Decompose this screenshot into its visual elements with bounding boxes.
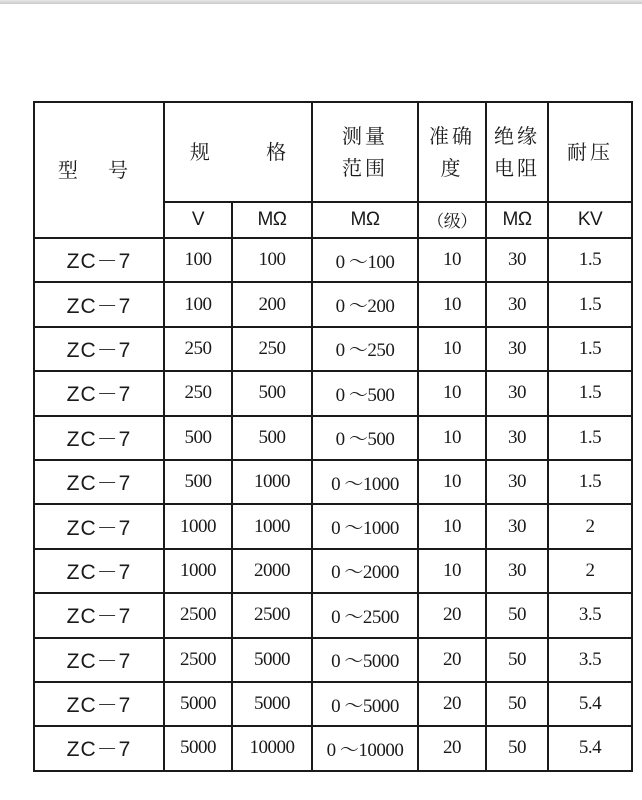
cell-resistance: [232, 682, 312, 726]
cell-insulation-value: 30: [508, 382, 527, 404]
unit-range: [312, 202, 418, 238]
cell-withstand: [548, 327, 632, 371]
cell-range-value: 0 ～100: [335, 251, 395, 273]
header-range-line1: 测量: [342, 124, 389, 148]
header-insulation: [486, 102, 548, 202]
cell-insulation: [486, 416, 548, 460]
cell-resistance: [232, 549, 312, 593]
cell-accuracy-value: 20: [443, 648, 462, 670]
cell-voltage: [164, 638, 232, 682]
cell-accuracy: [418, 416, 486, 460]
cell-resistance: [232, 638, 312, 682]
cell-resistance: [232, 460, 312, 504]
table-row: [34, 238, 632, 282]
header-insulation-line1: 绝缘: [494, 124, 541, 148]
header-withstand: [548, 102, 632, 202]
cell-voltage: [164, 371, 232, 415]
cell-range: [312, 593, 418, 637]
cell-voltage: [164, 726, 232, 770]
table-row: [34, 327, 632, 371]
cell-insulation-value: 30: [508, 249, 527, 271]
cell-withstand: [548, 460, 632, 504]
cell-accuracy: [418, 282, 486, 326]
cell-range: [312, 238, 418, 282]
table-row: [34, 593, 632, 637]
cell-insulation-value: 50: [508, 737, 527, 759]
cell-accuracy-value: 20: [443, 604, 462, 626]
cell-voltage-value: 500: [184, 426, 212, 448]
cell-range-value: 0 ～10000: [326, 739, 404, 761]
cell-withstand-value: 3.5: [578, 604, 602, 626]
cell-model-value: ZC－7: [66, 516, 132, 540]
cell-range-value: 0 ～1000: [331, 518, 399, 540]
header-spec-label: 规 格: [189, 140, 287, 164]
cell-withstand-value: 1.5: [578, 382, 602, 404]
cell-resistance-value: 5000: [254, 648, 290, 670]
cell-model-value: ZC－7: [66, 250, 132, 274]
cell-withstand: [548, 238, 632, 282]
unit-insulation-label: MΩ: [502, 209, 532, 230]
cell-voltage: [164, 682, 232, 726]
cell-withstand: [548, 593, 632, 637]
cell-voltage-value: 100: [184, 249, 212, 271]
cell-voltage: [164, 282, 232, 326]
cell-accuracy: [418, 682, 486, 726]
cell-range: [312, 327, 418, 371]
cell-resistance: [232, 371, 312, 415]
cell-withstand-value: 3.5: [578, 648, 602, 670]
cell-range: [312, 682, 418, 726]
cell-insulation-value: 50: [508, 693, 527, 715]
cell-range-value: 0 ～500: [335, 429, 395, 451]
cell-range-value: 0 ～200: [335, 296, 395, 318]
cell-insulation-value: 30: [508, 471, 527, 493]
cell-withstand-value: 1.5: [578, 293, 602, 315]
cell-voltage-value: 250: [184, 382, 212, 404]
cell-voltage-value: 1000: [180, 515, 216, 537]
cell-withstand-value: 5.4: [578, 693, 602, 715]
cell-model-value: ZC－7: [66, 383, 132, 407]
cell-insulation: [486, 549, 548, 593]
cell-insulation: [486, 726, 548, 770]
cell-voltage: [164, 327, 232, 371]
cell-range: [312, 504, 418, 548]
cell-voltage: [164, 416, 232, 460]
cell-range-value: 0 ～250: [335, 340, 395, 362]
cell-withstand-value: 1.5: [578, 426, 602, 448]
cell-insulation-value: 30: [508, 293, 527, 315]
cell-range: [312, 282, 418, 326]
header-accuracy: [418, 102, 486, 202]
cell-model-value: ZC－7: [66, 560, 132, 584]
cell-voltage: [164, 504, 232, 548]
cell-model-value: ZC－7: [66, 472, 132, 496]
cell-resistance: [232, 504, 312, 548]
cell-accuracy-value: 10: [443, 249, 462, 271]
cell-withstand-value: 1.5: [578, 471, 602, 493]
cell-withstand-value: 1.5: [578, 337, 602, 359]
cell-accuracy: [418, 460, 486, 504]
cell-insulation-value: 30: [508, 515, 527, 537]
page-top-rule: [0, 0, 642, 4]
cell-range: [312, 460, 418, 504]
cell-withstand: [548, 371, 632, 415]
cell-voltage: [164, 460, 232, 504]
cell-accuracy-value: 10: [443, 559, 462, 581]
cell-model: [34, 549, 164, 593]
cell-range: [312, 638, 418, 682]
cell-resistance: [232, 416, 312, 460]
cell-withstand: [548, 416, 632, 460]
cell-model: [34, 726, 164, 770]
cell-range: [312, 416, 418, 460]
cell-resistance: [232, 327, 312, 371]
cell-withstand-value: 2: [585, 515, 595, 537]
cell-insulation: [486, 460, 548, 504]
cell-accuracy: [418, 593, 486, 637]
cell-model: [34, 682, 164, 726]
cell-resistance: [232, 238, 312, 282]
cell-withstand: [548, 726, 632, 770]
cell-range: [312, 726, 418, 770]
cell-accuracy: [418, 549, 486, 593]
cell-voltage: [164, 593, 232, 637]
cell-insulation: [486, 504, 548, 548]
header-accuracy-line2: 度: [440, 156, 464, 180]
header-model: [34, 102, 164, 238]
cell-accuracy: [418, 327, 486, 371]
cell-model-value: ZC－7: [66, 338, 132, 362]
cell-voltage-value: 2500: [180, 648, 216, 670]
cell-insulation-value: 30: [508, 426, 527, 448]
cell-voltage: [164, 549, 232, 593]
cell-voltage-value: 2500: [180, 604, 216, 626]
unit-voltage-label: V: [191, 209, 205, 230]
cell-accuracy-value: 10: [443, 382, 462, 404]
cell-insulation: [486, 371, 548, 415]
cell-insulation: [486, 282, 548, 326]
cell-withstand-value: 5.4: [578, 737, 602, 759]
header-row-1: [34, 102, 632, 202]
cell-withstand-value: 1.5: [578, 249, 602, 271]
cell-insulation: [486, 238, 548, 282]
table-row: [34, 549, 632, 593]
cell-accuracy: [418, 638, 486, 682]
cell-model: [34, 504, 164, 548]
cell-voltage: [164, 238, 232, 282]
cell-model: [34, 238, 164, 282]
cell-range: [312, 549, 418, 593]
cell-resistance-value: 5000: [254, 693, 290, 715]
table-row: [34, 371, 632, 415]
cell-voltage-value: 5000: [180, 693, 216, 715]
cell-resistance-value: 500: [258, 426, 286, 448]
cell-range-value: 0 ～5000: [331, 651, 399, 673]
table-row: [34, 416, 632, 460]
unit-spec-resistance-label: MΩ: [257, 209, 287, 230]
cell-accuracy: [418, 504, 486, 548]
cell-resistance-value: 200: [258, 293, 286, 315]
table-row: [34, 504, 632, 548]
header-range-line2: 范围: [342, 156, 389, 180]
cell-insulation-value: 50: [508, 648, 527, 670]
header-withstand-label: 耐压: [567, 140, 614, 164]
cell-model-value: ZC－7: [66, 694, 132, 718]
cell-voltage-value: 5000: [180, 737, 216, 759]
cell-accuracy: [418, 371, 486, 415]
header-range: [312, 102, 418, 202]
cell-range-value: 0 ～2500: [331, 606, 399, 628]
unit-accuracy: [418, 202, 486, 238]
header-insulation-line2: 电阻: [494, 156, 541, 180]
cell-withstand: [548, 282, 632, 326]
unit-accuracy-label: （级）: [427, 212, 477, 232]
header-accuracy-line1: 准确: [429, 124, 476, 148]
header-model-label: 型 号: [57, 158, 141, 182]
cell-accuracy: [418, 726, 486, 770]
cell-voltage-value: 250: [184, 337, 212, 359]
cell-range-value: 0 ～2000: [331, 562, 399, 584]
table-row: [34, 726, 632, 770]
unit-voltage: [164, 202, 232, 238]
cell-model-value: ZC－7: [66, 427, 132, 451]
unit-withstand-label: KV: [577, 209, 603, 230]
cell-voltage-value: 500: [184, 471, 212, 493]
cell-resistance-value: 100: [258, 249, 286, 271]
cell-resistance-value: 2000: [254, 559, 290, 581]
cell-withstand: [548, 638, 632, 682]
cell-voltage-value: 1000: [180, 559, 216, 581]
cell-model: [34, 327, 164, 371]
cell-model: [34, 460, 164, 504]
megohmmeter-spec-table: [33, 101, 633, 772]
unit-range-label: MΩ: [350, 209, 380, 230]
cell-withstand-value: 2: [585, 559, 595, 581]
cell-model: [34, 638, 164, 682]
unit-insulation: [486, 202, 548, 238]
cell-resistance-value: 2500: [254, 604, 290, 626]
cell-model-value: ZC－7: [66, 605, 132, 629]
cell-withstand: [548, 549, 632, 593]
cell-model: [34, 593, 164, 637]
table-row: [34, 638, 632, 682]
cell-accuracy-value: 20: [443, 737, 462, 759]
cell-resistance: [232, 282, 312, 326]
cell-accuracy-value: 20: [443, 693, 462, 715]
cell-model-value: ZC－7: [66, 294, 132, 318]
cell-withstand: [548, 682, 632, 726]
cell-range-value: 0 ～1000: [331, 473, 399, 495]
table-row: [34, 282, 632, 326]
cell-insulation-value: 30: [508, 559, 527, 581]
cell-range: [312, 371, 418, 415]
cell-insulation-value: 30: [508, 337, 527, 359]
cell-resistance-value: 1000: [254, 471, 290, 493]
cell-insulation: [486, 638, 548, 682]
cell-model: [34, 282, 164, 326]
cell-voltage-value: 100: [184, 293, 212, 315]
cell-insulation-value: 50: [508, 604, 527, 626]
cell-resistance: [232, 593, 312, 637]
table-row: [34, 460, 632, 504]
cell-model-value: ZC－7: [66, 738, 132, 762]
cell-resistance-value: 10000: [249, 737, 295, 759]
cell-insulation: [486, 682, 548, 726]
cell-withstand: [548, 504, 632, 548]
cell-model: [34, 371, 164, 415]
cell-accuracy-value: 10: [443, 426, 462, 448]
cell-resistance-value: 1000: [254, 515, 290, 537]
cell-insulation: [486, 593, 548, 637]
header-spec: [164, 102, 312, 202]
cell-model-value: ZC－7: [66, 649, 132, 673]
cell-insulation: [486, 327, 548, 371]
cell-model: [34, 416, 164, 460]
cell-accuracy-value: 10: [443, 471, 462, 493]
cell-resistance-value: 500: [258, 382, 286, 404]
cell-accuracy: [418, 238, 486, 282]
cell-range-value: 0 ～5000: [331, 695, 399, 717]
cell-resistance-value: 250: [258, 337, 286, 359]
cell-range-value: 0 ～500: [335, 384, 395, 406]
cell-accuracy-value: 10: [443, 293, 462, 315]
cell-accuracy-value: 10: [443, 337, 462, 359]
cell-resistance: [232, 726, 312, 770]
unit-withstand: [548, 202, 632, 238]
cell-accuracy-value: 10: [443, 515, 462, 537]
table-row: [34, 682, 632, 726]
unit-spec-resistance: [232, 202, 312, 238]
